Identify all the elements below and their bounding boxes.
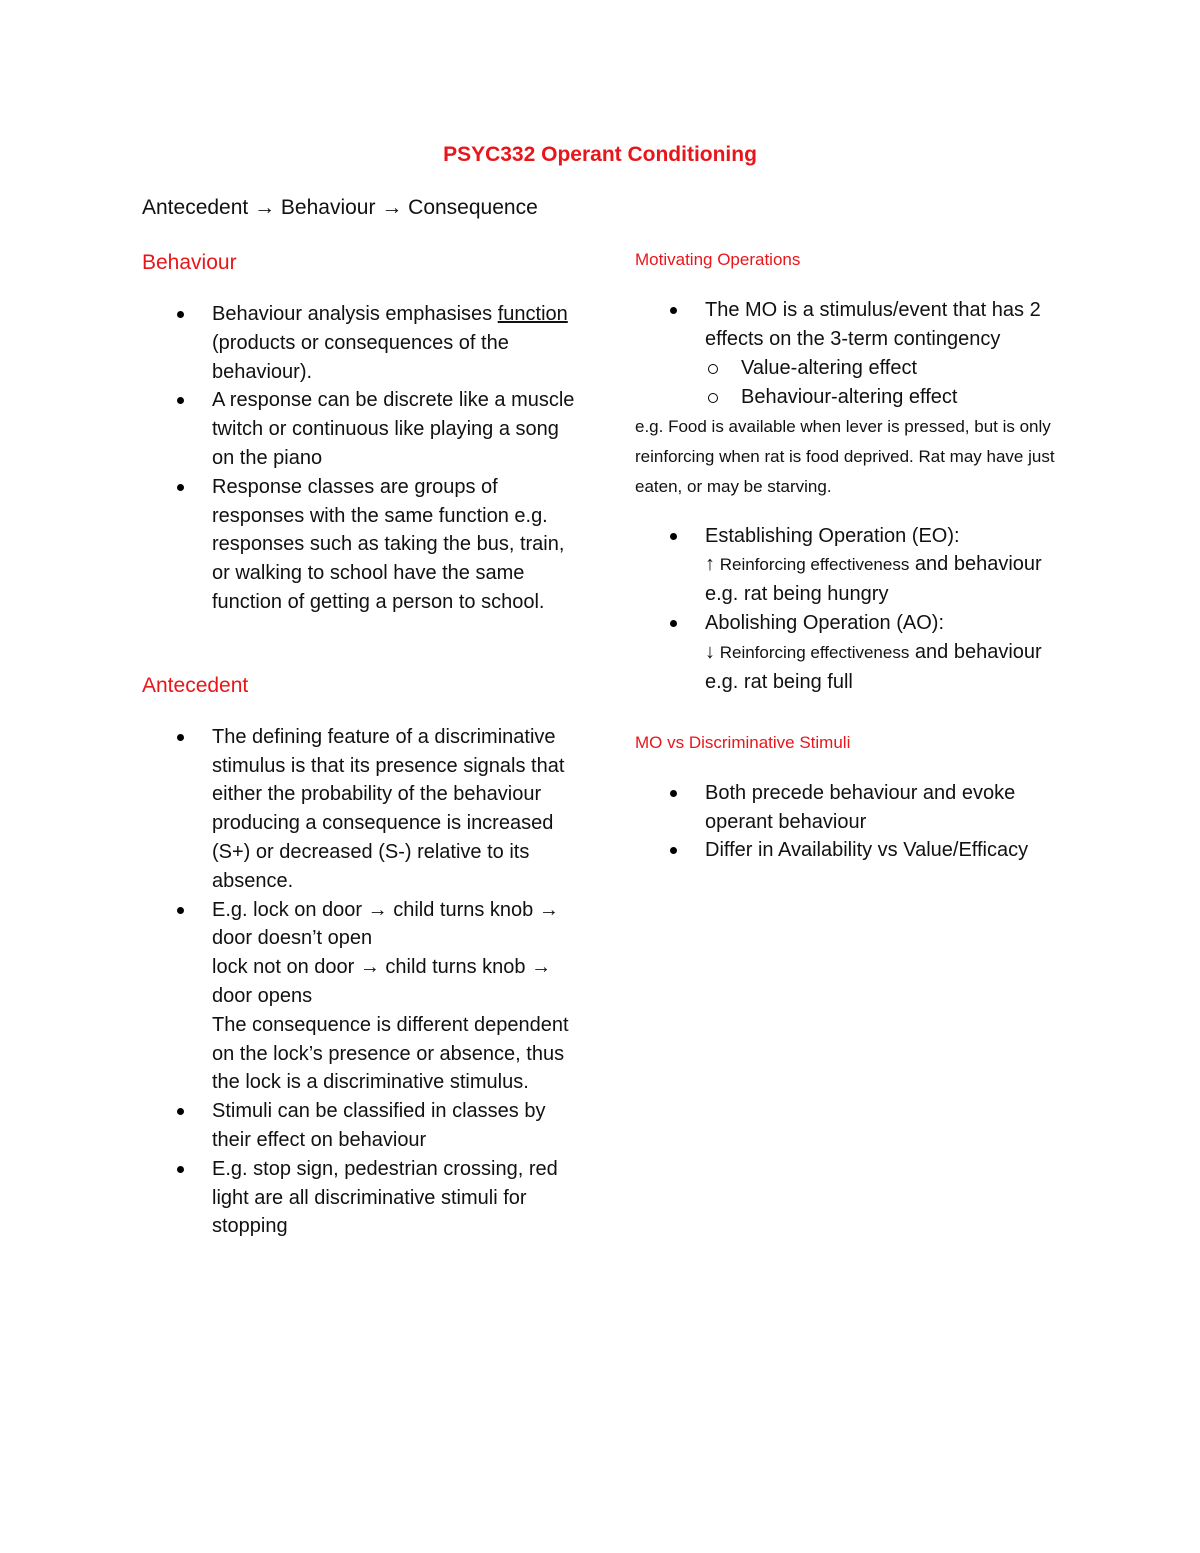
mo-effects-list [635,354,1075,412]
lock-example-line-1: E.g. lock on door → child turns knob → door doesn’t open [212,898,559,950]
behaviour-item-1 [142,300,582,386]
mo-vs-heading: MO vs Discriminative Stimuli [635,732,851,752]
antecedent-item-3: Stimuli can be classified in classes by their effect on behaviour [142,1097,582,1155]
behaviour-item-1-pre: Behaviour analysis emphasises [212,303,498,325]
eo-rest: and behaviour e.g. rat being hungry [705,553,1042,606]
down-arrow-icon: ↓ [705,640,715,663]
lock-example-line-2: lock not on door → child turns knob → door opens [212,956,552,1007]
mo-list [635,296,1075,354]
value-altering-effect: Value-altering effect [635,354,1075,383]
mo-item-1 [635,296,1075,354]
ao-item [635,609,1075,697]
behaviour-item-3: Response classes are groups of responses with the same function e.g. responses such as taking the bus, train, or walking to school have the same function of getting a person to school. [142,473,582,617]
behaviour-list [142,300,582,617]
ao-effect: Reinforcing effectiveness [715,642,910,662]
behaviour-altering-effect: Behaviour-altering effect [635,383,1075,412]
mo-heading: Motivating Operations [635,250,801,269]
eo-label: Establishing Operation (EO): [705,524,960,547]
behaviour-item-1-post: (products or consequences of the behaviour). [212,331,509,383]
behaviour-heading: Behaviour [142,251,237,274]
function-term: function [497,303,568,325]
eo-ao-list [635,522,1075,697]
mo-vs-list [635,779,1075,865]
antecedent-heading: Antecedent [142,673,249,697]
up-arrow-icon: ↑ [705,553,715,576]
antecedent-item-4: E.g. stop sign, pedestrian crossing, red light are all discriminative stimuli for stopping [142,1155,582,1241]
mo-vs-item-2: Differ in Availability vs Value/Efficacy [635,836,1075,865]
antecedent-list [142,723,582,1241]
ao-rest: and behaviour e.g. rat being full [705,640,1042,693]
eo-item [635,522,1075,610]
page-title: PSYC332 Operant Conditioning [443,143,757,166]
behaviour-item-2: A response can be discrete like a muscle twitch or continuous like playing a song on the piano [142,386,582,472]
left-column [142,248,582,1241]
eo-effect: Reinforcing effectiveness [715,555,910,575]
lock-example-line-3: The consequence is different dependent on the lock’s presence or absence, thus the lock is a discriminative stimulus. [212,1013,569,1094]
ao-label: Abolishing Operation (AO): [705,612,945,635]
mo-item-1-text: The MO is a stimulus/event that has 2 effects on the 3-term contingency [705,299,1041,350]
antecedent-item-1: The defining feature of a discriminative stimulus is that its presence signals that either the probability of the behaviour producing a consequence is increased (S+) or decreased (S-) relative to its absence. [142,723,582,896]
right-column [635,248,1075,865]
antecedent-item-2 [142,896,582,1098]
abc-flow: Antecedent → Behaviour → Consequence [142,196,538,219]
mo-example: e.g. Food is available when lever is pressed, but is only reinforcing when rat is food deprived. Rat may have just eaten, or may be starving. [635,416,1055,496]
mo-vs-item-1: Both precede behaviour and evoke operant behaviour [635,779,1075,837]
